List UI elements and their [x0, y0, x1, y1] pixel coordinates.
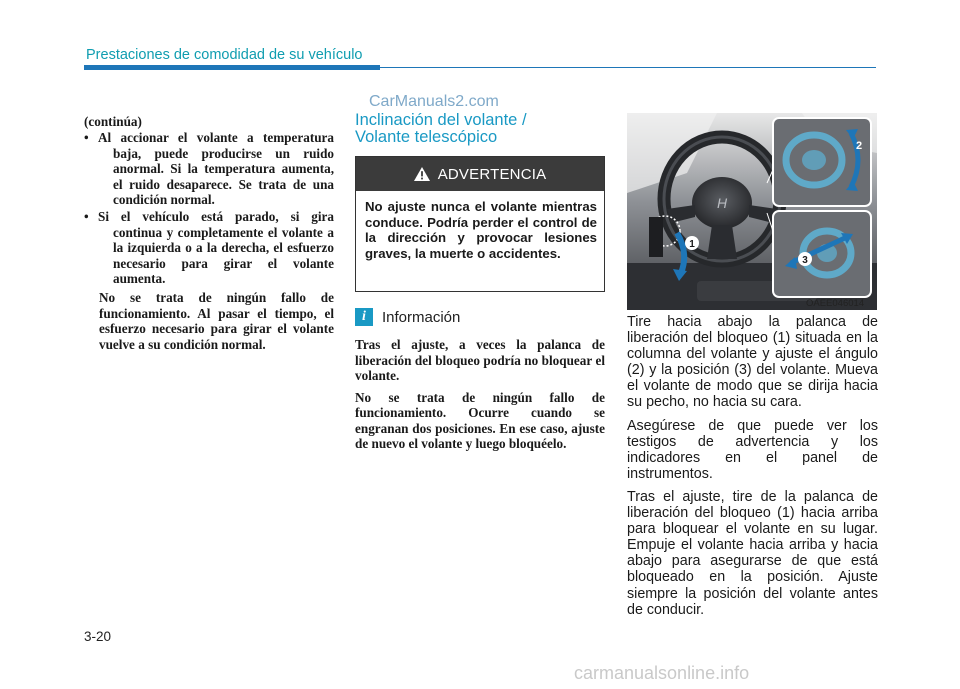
section-title-line2: Volante telescópico — [355, 128, 498, 146]
svg-text:H: H — [716, 195, 728, 211]
watermark-bottom: carmanualsonline.info — [574, 663, 750, 683]
header-rule — [380, 67, 876, 68]
info-icon: i — [355, 308, 373, 326]
warning-triangle-icon — [414, 167, 430, 181]
steering-wheel-illustration — [627, 113, 877, 310]
callout-3: 3 — [802, 255, 808, 266]
watermark-top: CarManuals2.com — [369, 93, 499, 110]
section-title-line1: Inclinación del volante / — [355, 111, 527, 129]
bullet-text: Si el vehículo está parado, si gira continua y completamente el volante a la izquierda o a la derecha, el esfuerzo necesario para girar el volante aumenta. — [98, 209, 334, 287]
info-paragraph: No se trata de ningún fallo de funcionamiento. Ocurre cuando se engranan dos posiciones. En ese caso, ajuste de nuevo el volante y luego bloquéelo. — [355, 389, 605, 451]
middle-column — [355, 111, 605, 451]
page-number: 3-20 — [84, 629, 112, 644]
info-header — [355, 308, 460, 326]
warning-text: No ajuste nunca el volante mientras conduce. Podría perder el control de la dirección y provocar lesiones graves, la muerte o accidentes. — [365, 199, 597, 261]
chapter-title: Prestaciones de comodidad de su vehículo — [86, 47, 363, 63]
callout-1: 1 — [689, 239, 695, 250]
bullet-dot: • — [84, 130, 89, 146]
warning-header — [356, 157, 604, 191]
warning-label: ADVERTENCIA — [437, 165, 547, 183]
bullet-item — [84, 209, 334, 286]
body-paragraph: Tire hacia abajo la palanca de liberación del bloqueo (1) situada en la columna del volante y ajuste el ángulo (2) y la posición (3) del volante. Mueva el volante de modo que se dirija hacia su pecho, no hacia su cara. — [627, 314, 878, 411]
continued-label: (continúa) — [84, 114, 142, 129]
body-paragraph: Tras el ajuste, tire de la palanca de liberación del bloqueo (1) hacia arriba para bloquear el volante en su lugar. Empuje el volante hacia arriba y hacia abajo para asegurarse de que está bloqueado en la posición. Ajuste siempre la posición del volante antes de conducir. — [627, 488, 878, 618]
steering-wheel-figure — [627, 113, 877, 310]
info-label: Información — [382, 308, 461, 326]
bullet-dot: • — [84, 209, 89, 225]
bullet-item — [84, 130, 334, 207]
bullet-text: Al accionar el volante a temperatura baja, puede producirse un ruido anormal. Si la temperatura aumenta, el ruido desaparece. Se trata de una condición normal. — [98, 130, 334, 208]
figure-code: OAEE046014 — [806, 298, 865, 309]
header-accent-bar — [84, 65, 380, 70]
warning-box — [355, 156, 605, 292]
right-column — [627, 314, 878, 625]
left-column — [84, 114, 334, 352]
callout-2: 2 — [855, 140, 863, 152]
info-body — [355, 337, 605, 458]
info-paragraph: Tras el ajuste, a veces la palanca de liberación del bloqueo podría no bloquear el volante. — [355, 337, 605, 383]
bullet-subparagraph: No se trata de ningún fallo de funcionamiento. Al pasar el tiempo, el esfuerzo necesario para girar el volante vuelve a su condición normal. — [99, 290, 334, 352]
body-paragraph: Asegúrese de que puede ver los testigos de advertencia y los indicadores en el panel de instrumentos. — [627, 417, 878, 482]
